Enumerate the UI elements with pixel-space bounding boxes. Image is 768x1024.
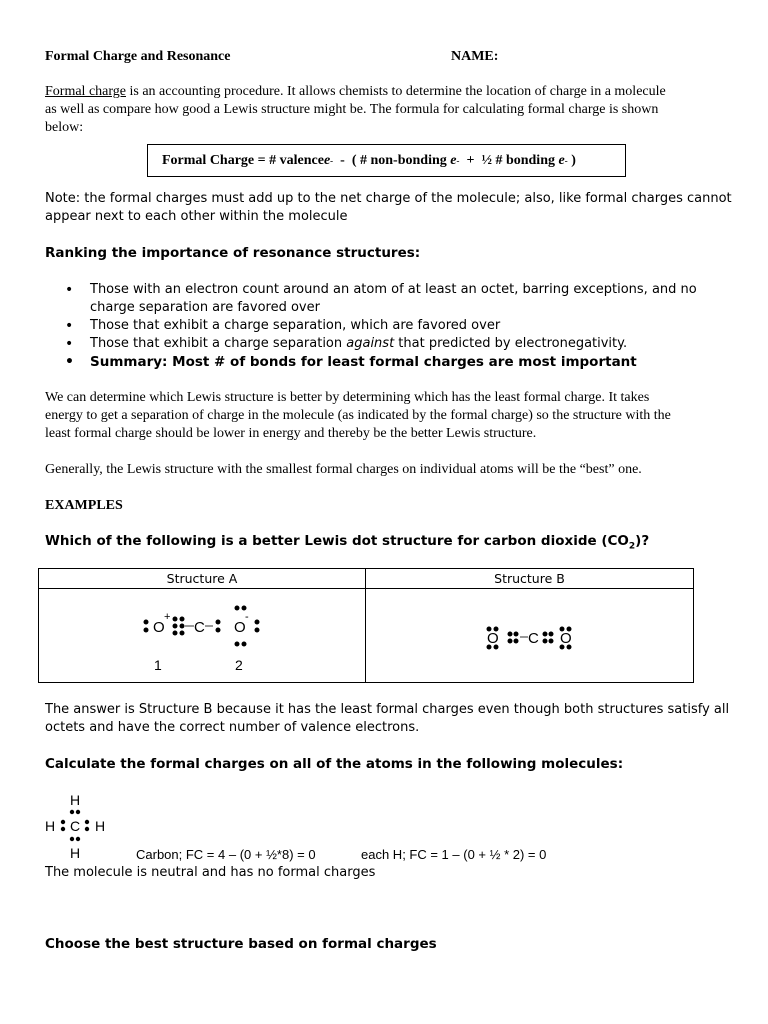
neutral-note: The molecule is neutral and has no formal charges <box>45 865 376 880</box>
a-charge-minus: - <box>245 611 249 623</box>
ranking-heading: Ranking the importance of resonance structures: <box>45 245 421 261</box>
carbon-formal-charge: Carbon; FC = 4 – (0 + ½*8) = 0 <box>136 847 316 862</box>
methane-h-right: H <box>95 818 106 834</box>
structure-b-diagram <box>366 589 694 682</box>
methane-h-top: H <box>70 792 81 808</box>
a-oxygen-2: O <box>234 619 246 636</box>
structure-a-diagram <box>39 589 365 682</box>
b-oxygen-1: O <box>487 630 499 647</box>
a-oxygen-1: O <box>153 619 165 636</box>
methane-carbon: C <box>70 818 81 834</box>
answer-paragraph: The answer is Structure B because it has the least formal charges even though both structures satisfy all octets and have the correct number of valence electrons. <box>45 702 730 735</box>
hydrogen-formal-charge: each H; FC = 1 – (0 + ½ * 2) = 0 <box>361 847 547 862</box>
formal-charge-term: Formal charge <box>45 84 126 99</box>
formula-box: Formal Charge = # valence e - - ( # non-bonding e - + ½ # bonding e - ) <box>147 144 626 177</box>
structures-table <box>38 568 694 683</box>
generally-paragraph: Generally, the Lewis structure with the smallest formal charges on individual atoms will be the “best” one. <box>45 462 642 477</box>
structure-a-cell <box>39 589 366 683</box>
note-paragraph: Note: the formal charges must add up to the net charge of the molecule; also, like formal charges cannot appear next to each other within the molecule <box>45 191 732 224</box>
structure-a-header: Structure A <box>39 569 366 589</box>
methane-h-bottom: H <box>70 845 81 861</box>
intro-paragraph: Formal charge is an accounting procedure. It allows chemists to determine the location of charge in a molecule as well as compare how good a Lewis structure might be. The formula for calculating formal charge is shown below: <box>45 84 666 135</box>
ranking-list <box>45 281 705 371</box>
structure-b-header: Structure B <box>366 569 694 589</box>
calculate-heading: Calculate the formal charges on all of the atoms in the following molecules: <box>45 756 624 772</box>
page-title: Formal Charge and Resonance <box>45 49 231 64</box>
methane-h-left: H <box>45 818 56 834</box>
methane-diagram <box>40 788 120 864</box>
co2-question: Which of the following is a better Lewis dot structure for carbon dioxide $(CO_2)$? <box>45 533 650 552</box>
a-carbon: C <box>194 619 205 636</box>
list-item: • Those with an electron count around an atom of at least an octet, barring exceptions, and no charge separation are favored over <box>45 281 705 317</box>
least-formal-charge-paragraph: We can determine which Lewis structure is better by determining which has the least formal charge. It takes energy to get a separation of charge in the molecule (as indicated by the formal charge) so the structure with the least formal charge should be lower in energy and thereby be the better Lewis structure. <box>45 390 671 441</box>
examples-heading: EXAMPLES <box>45 498 123 513</box>
list-item: • Those that exhibit a charge separation against that predicted by electronegativity. <box>45 335 705 353</box>
b-carbon: C <box>528 630 539 647</box>
a-label-1: 1 <box>154 657 162 673</box>
a-charge-plus: + <box>164 611 171 623</box>
name-label: NAME: <box>451 49 499 64</box>
choose-heading: Choose the best structure based on formal charges <box>45 936 437 952</box>
list-item: • Summary: Most # of bonds for least formal charges are most important <box>45 353 705 371</box>
structure-b-cell <box>366 589 694 683</box>
a-label-2: 2 <box>235 657 243 673</box>
list-item: • Those that exhibit a charge separation, which are favored over <box>45 317 705 335</box>
b-oxygen-2: O <box>560 630 572 647</box>
